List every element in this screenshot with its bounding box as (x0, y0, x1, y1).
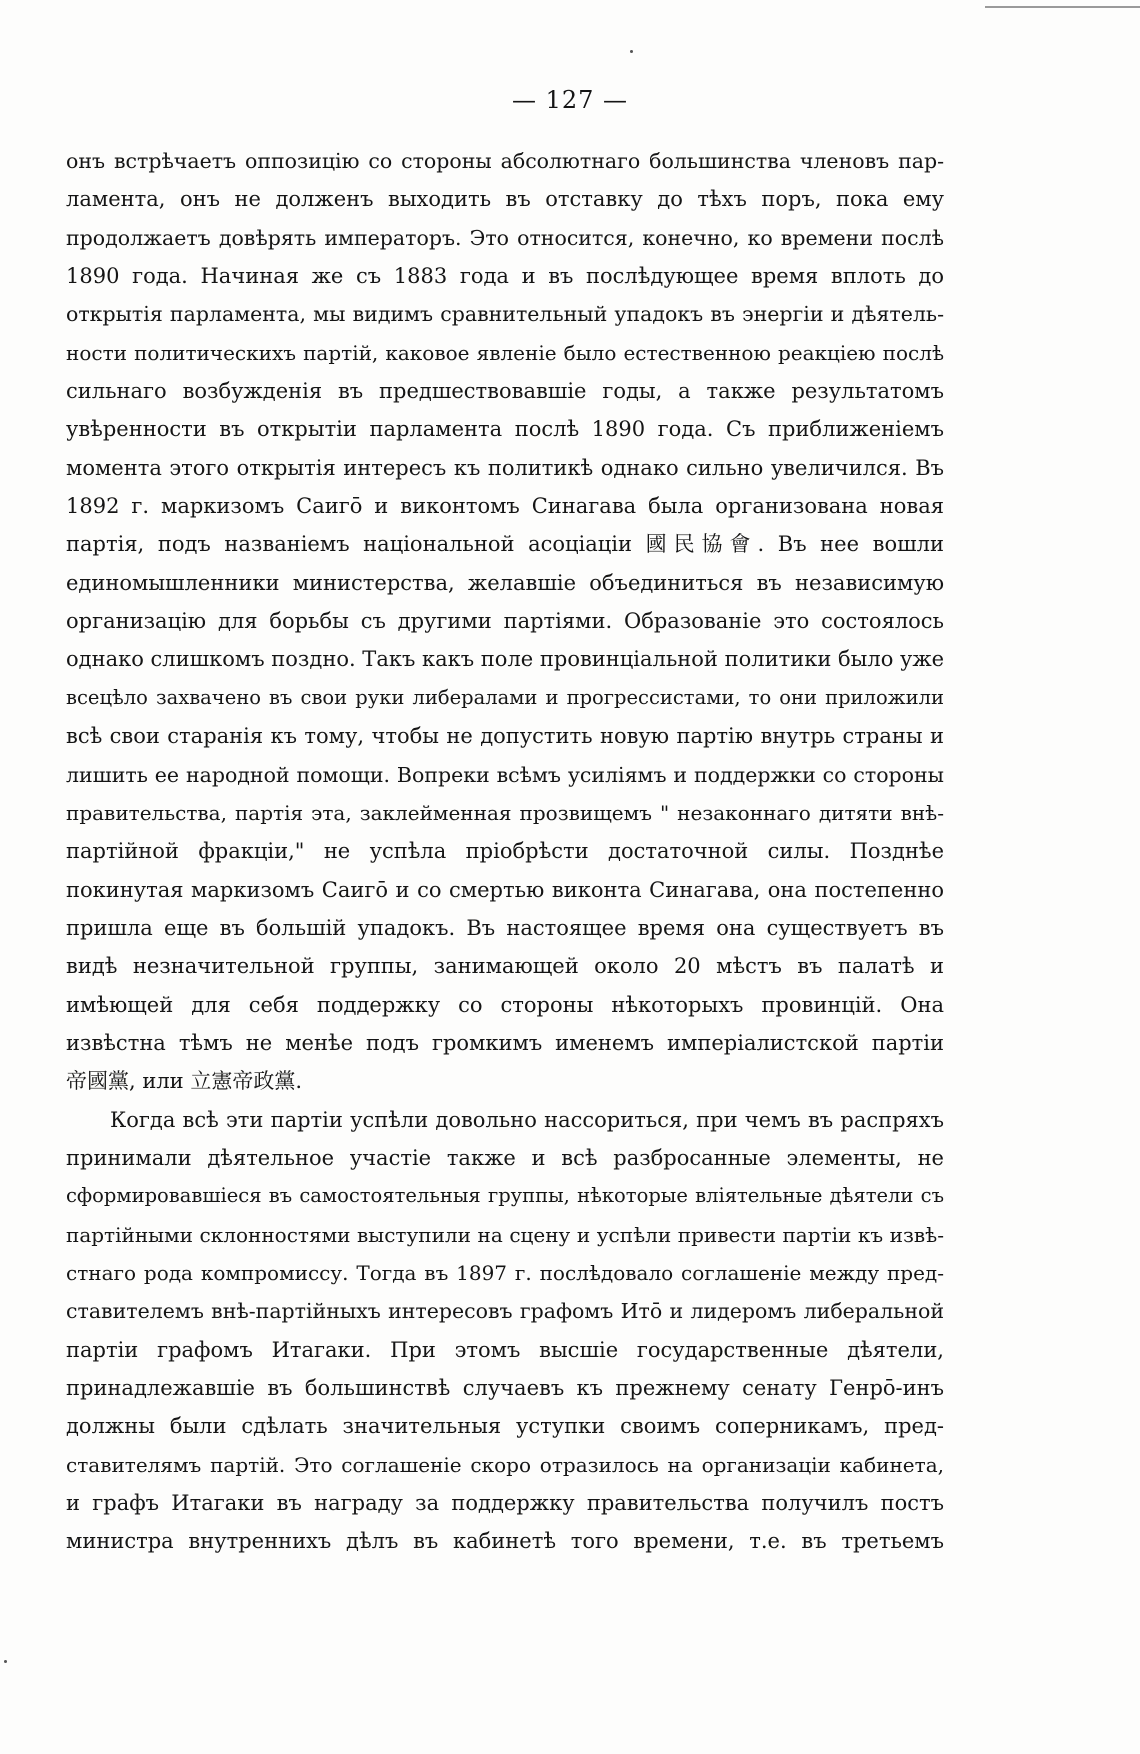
text-line: ставителямъ партій. Это соглашеніе скоро отразилось на организаціи кабинета, (66, 1452, 944, 1477)
text-line: министра внутреннихъ дѣлъ въ кабинетѣ того времени, т.е. въ третьемъ (66, 1529, 944, 1554)
text-line: единомышленники министерства, желавшіе объединиться въ независимую (66, 570, 944, 595)
text-line: лишить ее народной помощи. Вопреки всѣмъ усиліямъ и поддержки со стороны (66, 762, 944, 787)
text-line: всѣ свои старанія къ тому, чтобы не допустить новую партію внутрь страны и (66, 724, 944, 749)
text-line: партіи графомъ Итагаки. При этомъ высшіе государственные дѣятели, (66, 1337, 944, 1362)
text-line: 帝國黨, или 立憲帝政黨. (66, 1069, 303, 1094)
text-line: извѣстна тѣмъ не менѣе подъ громкимъ именемъ имперіалистской партіи (66, 1030, 944, 1055)
text-line: сильнаго возбужденія въ предшествовавшіе годы, а также результатомъ (66, 379, 944, 404)
text-line: партійными склонностями выступили на сцену и успѣли привести партіи къ извѣ- (66, 1222, 944, 1247)
text-line: принадлежавшіе въ большинствѣ случаевъ къ прежнему сенату Генрō-инъ (66, 1376, 944, 1400)
text-line: партія, подъ названіемъ національной асоціаціи 國民協會. Въ нее вошли (66, 532, 944, 557)
page-number: — 127 — (511, 86, 629, 114)
scan-speck (630, 50, 633, 53)
text-line: продолжаетъ довѣрять императоръ. Это относится, конечно, ко времени послѣ (66, 225, 944, 250)
text-line: партійной фракціи," не успѣла пріобрѣсти достаточной силы. Позднѣе (66, 839, 944, 864)
scan-speck (4, 1660, 7, 1663)
text-line: Когда всѣ эти партіи успѣли довольно нассориться, при чемъ въ распряхъ (110, 1107, 944, 1132)
body-text (66, 142, 944, 1561)
paragraph-2 (66, 1101, 944, 1561)
scan-edge-rule (985, 6, 1140, 8)
text-line: организацію для борьбы съ другими партіями. Образованіе это состоялось (66, 609, 944, 634)
text-line: правительства, партія эта, заклейменная прозвищемъ " незаконнаго дитяти внѣ- (66, 800, 944, 825)
text-line: ставителемъ внѣ-партійныхъ интересовъ графомъ Итō и лидеромъ либеральной (66, 1299, 944, 1324)
text-line: пришла еще въ большій упадокъ. Въ настоящее время она существуетъ въ (66, 915, 944, 940)
text-line: покинутая маркизомъ Саигō и со смертью виконта Синагава, она постепенно (66, 877, 944, 902)
text-line: принимали дѣятельное участіе также и всѣ разбросанные элементы, не (66, 1145, 944, 1170)
text-line: момента этого открытія интересъ къ политикѣ однако сильно увеличился. Въ (66, 455, 944, 480)
text-line: сформировавшіеся въ самостоятельныя группы, нѣкоторые вліятельные дѣятели съ (66, 1184, 944, 1208)
text-line: онъ встрѣчаетъ оппозицію со стороны абсолютнаго большинства членовъ пар- (66, 149, 944, 173)
text-line: всецѣло захвачено въ свои руки либералами и прогрессистами, то они приложили (66, 685, 944, 709)
text-line: однако слишкомъ поздно. Такъ какъ поле провинціальной политики было уже (66, 647, 945, 672)
text-line: и графъ Итагаки въ награду за поддержку правительства получилъ постъ (66, 1491, 944, 1516)
text-line: должны были сдѣлать значительныя уступки своимъ соперникамъ, пред- (66, 1414, 944, 1439)
text-line: ламента, онъ не долженъ выходить въ отставку до тѣхъ поръ, пока ему (66, 187, 944, 212)
text-line: видѣ незначительной группы, занимающей около 20 мѣстъ въ палатѣ и (66, 954, 944, 979)
text-line: увѣренности въ открытіи парламента послѣ 1890 года. Съ приближеніемъ (66, 417, 944, 442)
text-line: стнаго рода компромиссу. Тогда въ 1897 г. послѣдовало соглашеніе между пред- (66, 1260, 944, 1285)
text-line: имѣющей для себя поддержку со стороны нѣкоторыхъ провинцій. Она (66, 992, 944, 1017)
paragraph-1 (66, 142, 944, 1101)
text-line: открытія парламента, мы видимъ сравнительный упадокъ въ энергіи и дѣятель- (66, 302, 944, 327)
text-line: 1892 г. маркизомъ Саигō и виконтомъ Синагава была организована новая (66, 494, 944, 519)
text-line: ности политическихъ партій, каковое явленіе было естественною реакціею послѣ (66, 340, 944, 365)
text-line: 1890 года. Начиная же съ 1883 года и въ послѣдующее время вплоть до (66, 264, 944, 289)
